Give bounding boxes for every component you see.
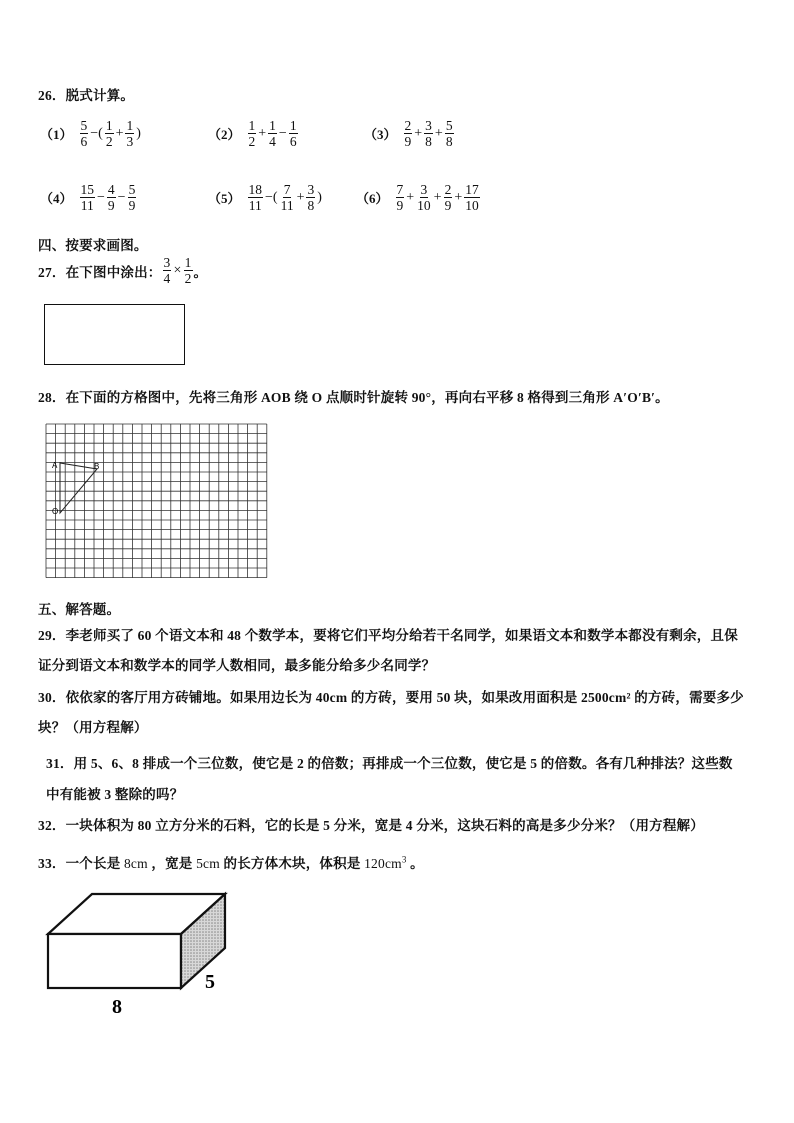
q27-f1-den: 4 xyxy=(163,271,171,286)
q30-line1: 30．依依家的客厅用方砖铺地。如果用边长为 40cm 的方砖，要用 50 块，如果改用面积是 2500cm² 的方砖，需要多少 xyxy=(38,690,744,705)
operator: − xyxy=(117,189,126,205)
fraction xyxy=(125,118,134,149)
fraction-numerator: 1 xyxy=(289,118,297,133)
fraction-numerator: 5 xyxy=(128,182,136,197)
q26-expression-2 xyxy=(208,118,299,149)
fraction-denominator: 2 xyxy=(105,134,113,149)
fraction-numerator: 3 xyxy=(425,118,432,133)
q32-question: 32．一块体积为 80 立方分米的石料，它的长是 5 分米，宽是 4 分米，这块石料的高是多少分米？（用方程解） xyxy=(38,818,704,833)
fraction xyxy=(444,182,453,213)
q26-expression-5 xyxy=(208,182,323,213)
fraction xyxy=(404,118,413,149)
operator: + xyxy=(454,189,463,205)
fraction-numerator: 1 xyxy=(248,118,256,133)
fraction-denominator: 8 xyxy=(425,134,432,149)
q26-expression-label: （3） xyxy=(364,127,397,142)
fraction xyxy=(268,118,277,149)
fraction-denominator: 10 xyxy=(417,198,431,213)
fraction-denominator: 3 xyxy=(126,134,134,149)
fraction xyxy=(424,118,433,149)
fraction-numerator: 15 xyxy=(80,182,95,197)
fraction-denominator: 11 xyxy=(280,198,294,213)
fraction-denominator: 6 xyxy=(80,134,88,149)
fraction xyxy=(80,118,89,149)
q26-expression-4 xyxy=(40,182,137,213)
fraction-numerator: 2 xyxy=(444,182,452,197)
fraction xyxy=(248,118,257,149)
fraction xyxy=(248,182,264,213)
fraction-denominator: 11 xyxy=(80,198,94,213)
q26-expression-label: （2） xyxy=(208,127,241,142)
fraction-numerator: 7 xyxy=(396,182,404,197)
operator: − xyxy=(97,189,105,205)
section-5-heading: 五、解答题。 xyxy=(38,602,121,617)
fraction-numerator: 7 xyxy=(283,182,291,197)
fraction xyxy=(280,182,295,213)
fraction-numerator: 3 xyxy=(307,182,315,197)
fraction-numerator: 18 xyxy=(248,182,263,197)
q26-expression-label: （6） xyxy=(356,191,389,206)
fraction-denominator: 2 xyxy=(248,134,256,149)
q27-shading-rectangle[interactable] xyxy=(44,304,185,365)
operator: + xyxy=(433,189,442,205)
operator: + xyxy=(414,125,423,141)
q26-expression-6 xyxy=(356,182,481,213)
q33-mid: ，宽是 xyxy=(151,856,193,871)
fraction-denominator: 6 xyxy=(289,134,297,149)
q26-expression-3 xyxy=(364,118,455,149)
point-a-label: A xyxy=(52,461,58,470)
q33-question xyxy=(38,852,424,872)
q27-fraction-2 xyxy=(184,255,193,286)
operator: −( xyxy=(90,125,103,141)
fraction xyxy=(107,182,116,213)
q27-f2-num: 1 xyxy=(184,255,192,270)
q27-f1-num: 3 xyxy=(163,255,171,270)
fraction-numerator: 5 xyxy=(80,118,88,133)
q27-question xyxy=(38,255,207,286)
fraction-denominator: 10 xyxy=(465,198,479,213)
q33-mid2: 的长方体木块，体积是 xyxy=(223,856,361,871)
fraction-numerator: 1 xyxy=(269,118,276,133)
q28-question: 28．在下面的方格图中，先将三角形 AOB 绕 O 点顺时针旋转 90°，再向右平移 8 格得到三角形 A′O′B′。 xyxy=(38,390,669,405)
q27-times: × xyxy=(173,262,182,278)
q26-expression-label: （1） xyxy=(40,127,73,142)
q33-cuboid-figure xyxy=(40,886,250,1021)
operator: −( xyxy=(265,189,278,205)
operator: − xyxy=(278,125,287,141)
fraction-numerator: 17 xyxy=(465,182,479,197)
operator: ) xyxy=(136,125,141,141)
cuboid-width-label: 5 xyxy=(205,971,215,993)
q28-grid[interactable] xyxy=(40,420,272,582)
fraction xyxy=(396,182,405,213)
operator: + xyxy=(258,125,267,141)
fraction-numerator: 2 xyxy=(404,118,412,133)
fraction-denominator: 9 xyxy=(396,198,404,213)
fraction xyxy=(80,182,96,213)
cuboid-length-label: 8 xyxy=(112,996,122,1018)
q31-line2: 中有能被 3 整除的吗？ xyxy=(46,787,184,802)
q27-prefix: 27．在下图中涂出： xyxy=(38,264,162,280)
fraction-denominator: 8 xyxy=(445,134,453,149)
fraction xyxy=(464,182,480,213)
point-o-label: O xyxy=(52,507,59,516)
fraction xyxy=(416,182,432,213)
fraction-denominator: 9 xyxy=(444,198,452,213)
q26-title: 26．脱式计算。 xyxy=(38,88,135,103)
fraction xyxy=(306,182,315,213)
q29-line2: 证分到语文本和数学本的同学人数相同，最多能分给多少名同学？ xyxy=(38,658,436,673)
q26-expression-label: （5） xyxy=(208,191,241,206)
fraction-denominator: 9 xyxy=(128,198,136,213)
q33-width: 5cm xyxy=(196,856,220,871)
operator: ) xyxy=(317,189,322,205)
q33-length: 8cm xyxy=(123,856,148,871)
q31-line1: 31．用 5、6、8 排成一个三位数，使它是 2 的倍数；再排成一个三位数，使它是 5 的倍数。各有几种排法？这些数 xyxy=(46,756,733,771)
fraction xyxy=(105,118,114,149)
q33-volume: 120cm xyxy=(364,856,402,871)
cuboid-front-face xyxy=(48,934,181,988)
q33-prefix: 33．一个长是 xyxy=(38,856,121,871)
q29-line1: 29．李老师买了 60 个语文本和 48 个数学本，要将它们平均分给若干名同学，如果语文本和数学本都没有剩余，且保 xyxy=(38,628,738,643)
operator: + xyxy=(406,189,415,205)
operator: + xyxy=(296,189,305,205)
fraction xyxy=(289,118,298,149)
fraction-numerator: 5 xyxy=(445,118,453,133)
fraction-denominator: 9 xyxy=(107,198,115,213)
operator: + xyxy=(115,125,124,141)
fraction-numerator: 4 xyxy=(107,182,115,197)
q33-volume-exponent: 3 xyxy=(401,854,407,865)
operator: + xyxy=(434,125,443,141)
q27-f2-den: 2 xyxy=(184,271,192,286)
fraction-denominator: 4 xyxy=(269,134,276,149)
fraction-numerator: 1 xyxy=(105,118,113,133)
q27-fraction-1 xyxy=(163,255,172,286)
q26-expression-1 xyxy=(40,118,142,149)
fraction-denominator: 9 xyxy=(404,134,412,149)
q26-expression-label: （4） xyxy=(40,191,73,206)
fraction-numerator: 3 xyxy=(420,182,428,197)
q30-line2: 块？（用方程解） xyxy=(38,720,148,735)
fraction xyxy=(445,118,454,149)
point-b-label: B xyxy=(94,462,100,471)
fraction-denominator: 8 xyxy=(307,198,315,213)
fraction-numerator: 1 xyxy=(126,118,134,133)
fraction xyxy=(128,182,137,213)
q27-suffix: 。 xyxy=(193,264,208,280)
section-4-heading: 四、按要求画图。 xyxy=(38,238,148,253)
fraction-denominator: 11 xyxy=(248,198,262,213)
q33-suffix: 。 xyxy=(410,856,424,871)
